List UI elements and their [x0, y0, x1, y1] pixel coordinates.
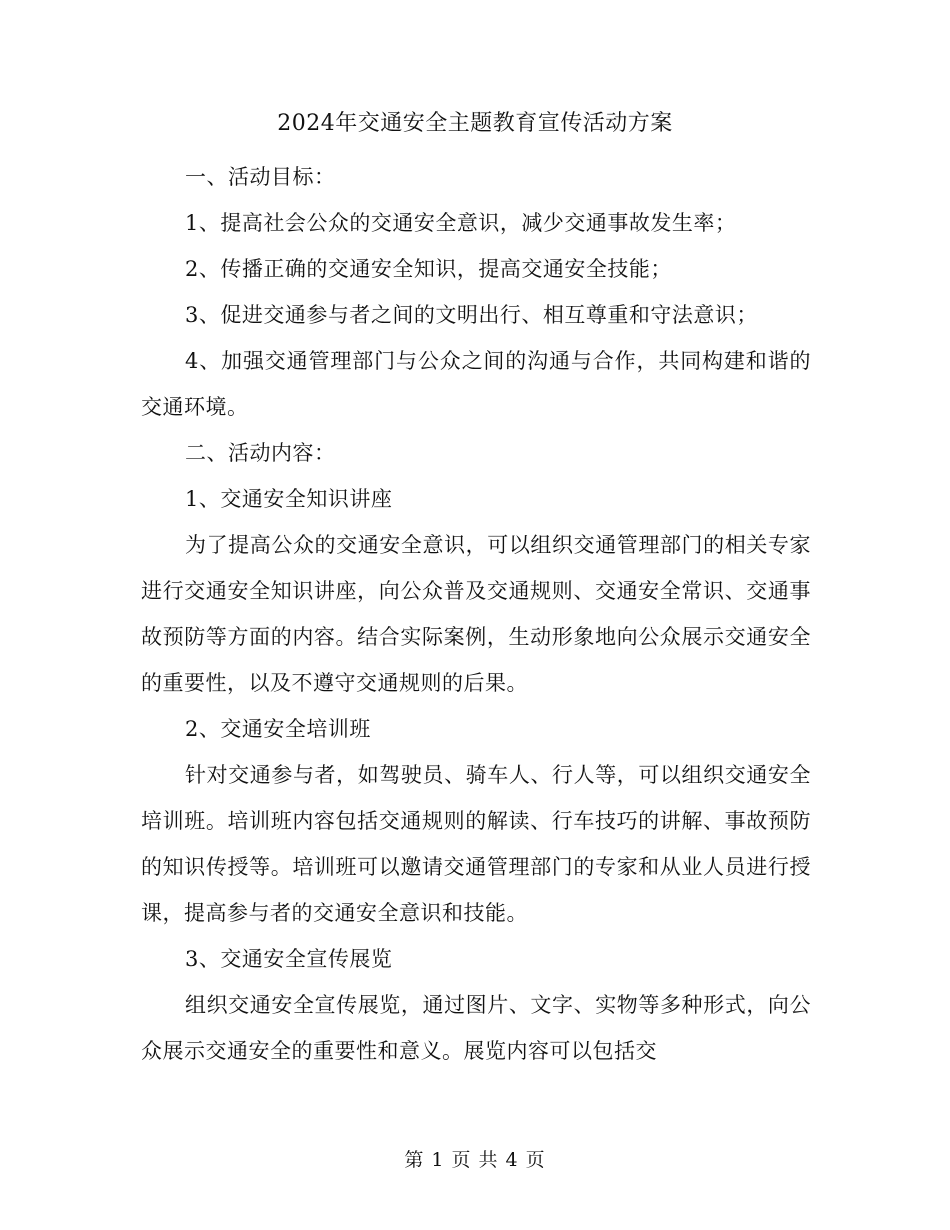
goal-item-3: 3、促进交通参与者之间的文明出行、相互尊重和守法意识； [185, 303, 758, 327]
goal-item-4: 4、加强交通管理部门与公众之间的沟通与合作，共同构建和谐的交通环境。 [141, 349, 811, 419]
content-item-2-heading: 2、交通安全培训班 [185, 717, 371, 741]
section-heading-goals: 一、活动目标： [185, 165, 336, 189]
content-item-3-heading: 3、交通安全宣传展览 [185, 947, 393, 971]
page-number: 第 1 页 共 4 页 [404, 1149, 546, 1171]
content-item-3-body: 组织交通安全宣传展览，通过图片、文字、实物等多种形式，向公众展示交通安全的重要性和意义。展览内容可以包括交 [141, 993, 811, 1063]
goal-item-2: 2、传播正确的交通安全知识，提高交通安全技能； [185, 257, 672, 281]
document-body [141, 154, 811, 1074]
section-heading-content: 二、活动内容： [185, 441, 336, 465]
content-item-1-body: 为了提高公众的交通安全意识，可以组织交通管理部门的相关专家进行交通安全知识讲座，向公众普及交通规则、交通安全常识、交通事故预防等方面的内容。结合实际案例，生动形象地向公众展示交通安全的重要性，以及不遵守交通规则的后果。 [141, 533, 811, 695]
goal-item-1: 1、提高社会公众的交通安全意识，减少交通事故发生率； [185, 211, 737, 235]
document-title: 2024年交通安全主题教育宣传活动方案 [277, 111, 673, 136]
content-item-2-body: 针对交通参与者，如驾驶员、骑车人、行人等，可以组织交通安全培训班。培训班内容包括交通规则的解读、行车技巧的讲解、事故预防的知识传授等。培训班可以邀请交通管理部门的专家和从业人员进行授课，提高参与者的交通安全意识和技能。 [141, 763, 811, 925]
content-item-1-heading: 1、交通安全知识讲座 [185, 487, 393, 511]
